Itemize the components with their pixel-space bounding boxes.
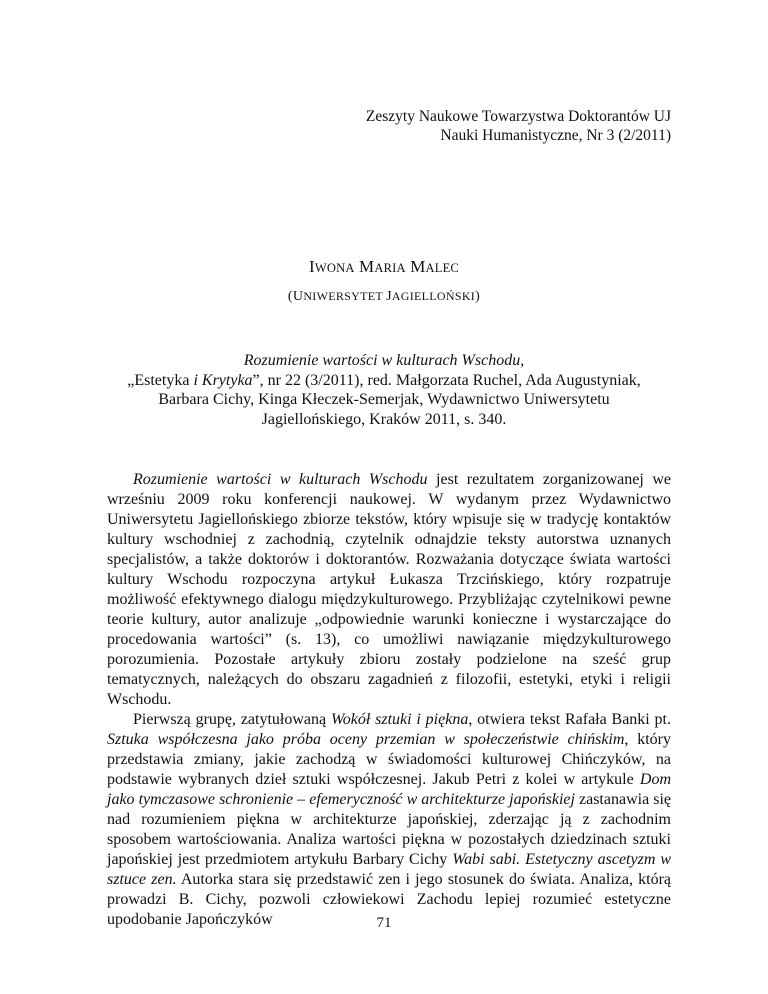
page-number: 71 [376,915,392,931]
reviewed-book-series-line: „Estetyka i Krytyka”, nr 22 (3/2011), red. Małgorzata Ruchel, Ada Augustyniak, [127,371,641,389]
body-paragraph-1: Rozumienie wartości w kulturach Wschodu jest rezultatem zorganizowanej we wrześniu 2009 roku konferencji naukowej. W wydanym przez Wydawnictwo Uniwersytetu Jagiellońskiego zbiorze tekstów, który wpisuje się w tradycję kontaktów kultury wschodniej z zachodnią, czytelnik odnajdzie teksty autorstwa uznanych specjalistów, a także doktorów i doktorantów. Rozważania dotyczące świata wartości kultury Wschodu rozpoczyna artykuł Łukasza Trzcińskiego, który rozpatruje możliwość efektywnego dialogu międzykulturowego. Przybliżając czytelnikowi pewne teorie kultury, autor analizuje „odpowiednie warunki konieczne i wystarczające do procedowania wartości” (s. 13), co umożliwi nawiązanie międzykulturowego porozumienia. Pozostałe artykuły zbioru zostały podzielone na sześć grup tematycznych, należących do obszaru zagadnień z filozofii, estetyki, etyki i religii Wschodu. [107,471,671,708]
author-affiliation: (UNIWERSYTET JAGIELLOŃSKI) [287,289,481,304]
reviewed-book-title-line: Rozumienie wartości w kulturach Wschodu, [243,352,525,369]
journal-issue: Nauki Humanistyczne, Nr 3 (2/2011) [440,127,671,144]
journal-header [366,107,671,145]
reviewed-book-editors-line: Barbara Cichy, Kinga Kłeczek-Semerjak, Wydawnictwo Uniwersytetu [158,391,610,408]
author-name: IWONA MARIA MALEC [309,257,459,276]
reviewed-book-publisher-line: Jagiellońskiego, Kraków 2011, s. 340. [261,410,507,428]
journal-title: Zeszyty Naukowe Towarzystwa Doktorantów UJ [365,108,671,125]
review-body [107,470,671,930]
reviewed-book-title: Rozumienie wartości w kulturach Wschodu [243,352,521,369]
body-paragraph-2: Pierwszą grupę, zatytułowaną Wokół sztuki i piękna, otwiera tekst Rafała Banki pt. Sztuka współczesna jako próba oceny przemian w społeczeństwie chińskim, który przedstawia zmiany, jakie zachodzą w świadomości kulturowej Chińczyków, na podstawie wybranych dzieł sztuki współczesnej. Jakub Petri z kolei w artykule Dom jako tymczasowe schronienie – efemeryczność w architekturze japońskiej zastanawia się nad rozumieniem piękna w architekturze japońskiej, zderzając ją z zachodnim sposobem wartościowania. Analiza wartości piękna w pozostałych dziedzinach sztuki japońskiej jest przedmiotem artykułu Barbary Cichy Wabi sabi. Estetyczny ascetyzm w sztuce zen. Autorka stara się przedstawić zen i jego stosunek do świata. Analiza, którą prowadzi B. Cichy, pozwoli człowiekowi Zachodu lepiej rozumieć estetyczne upodobanie Japończyków [107,711,672,928]
review-header [100,351,668,429]
